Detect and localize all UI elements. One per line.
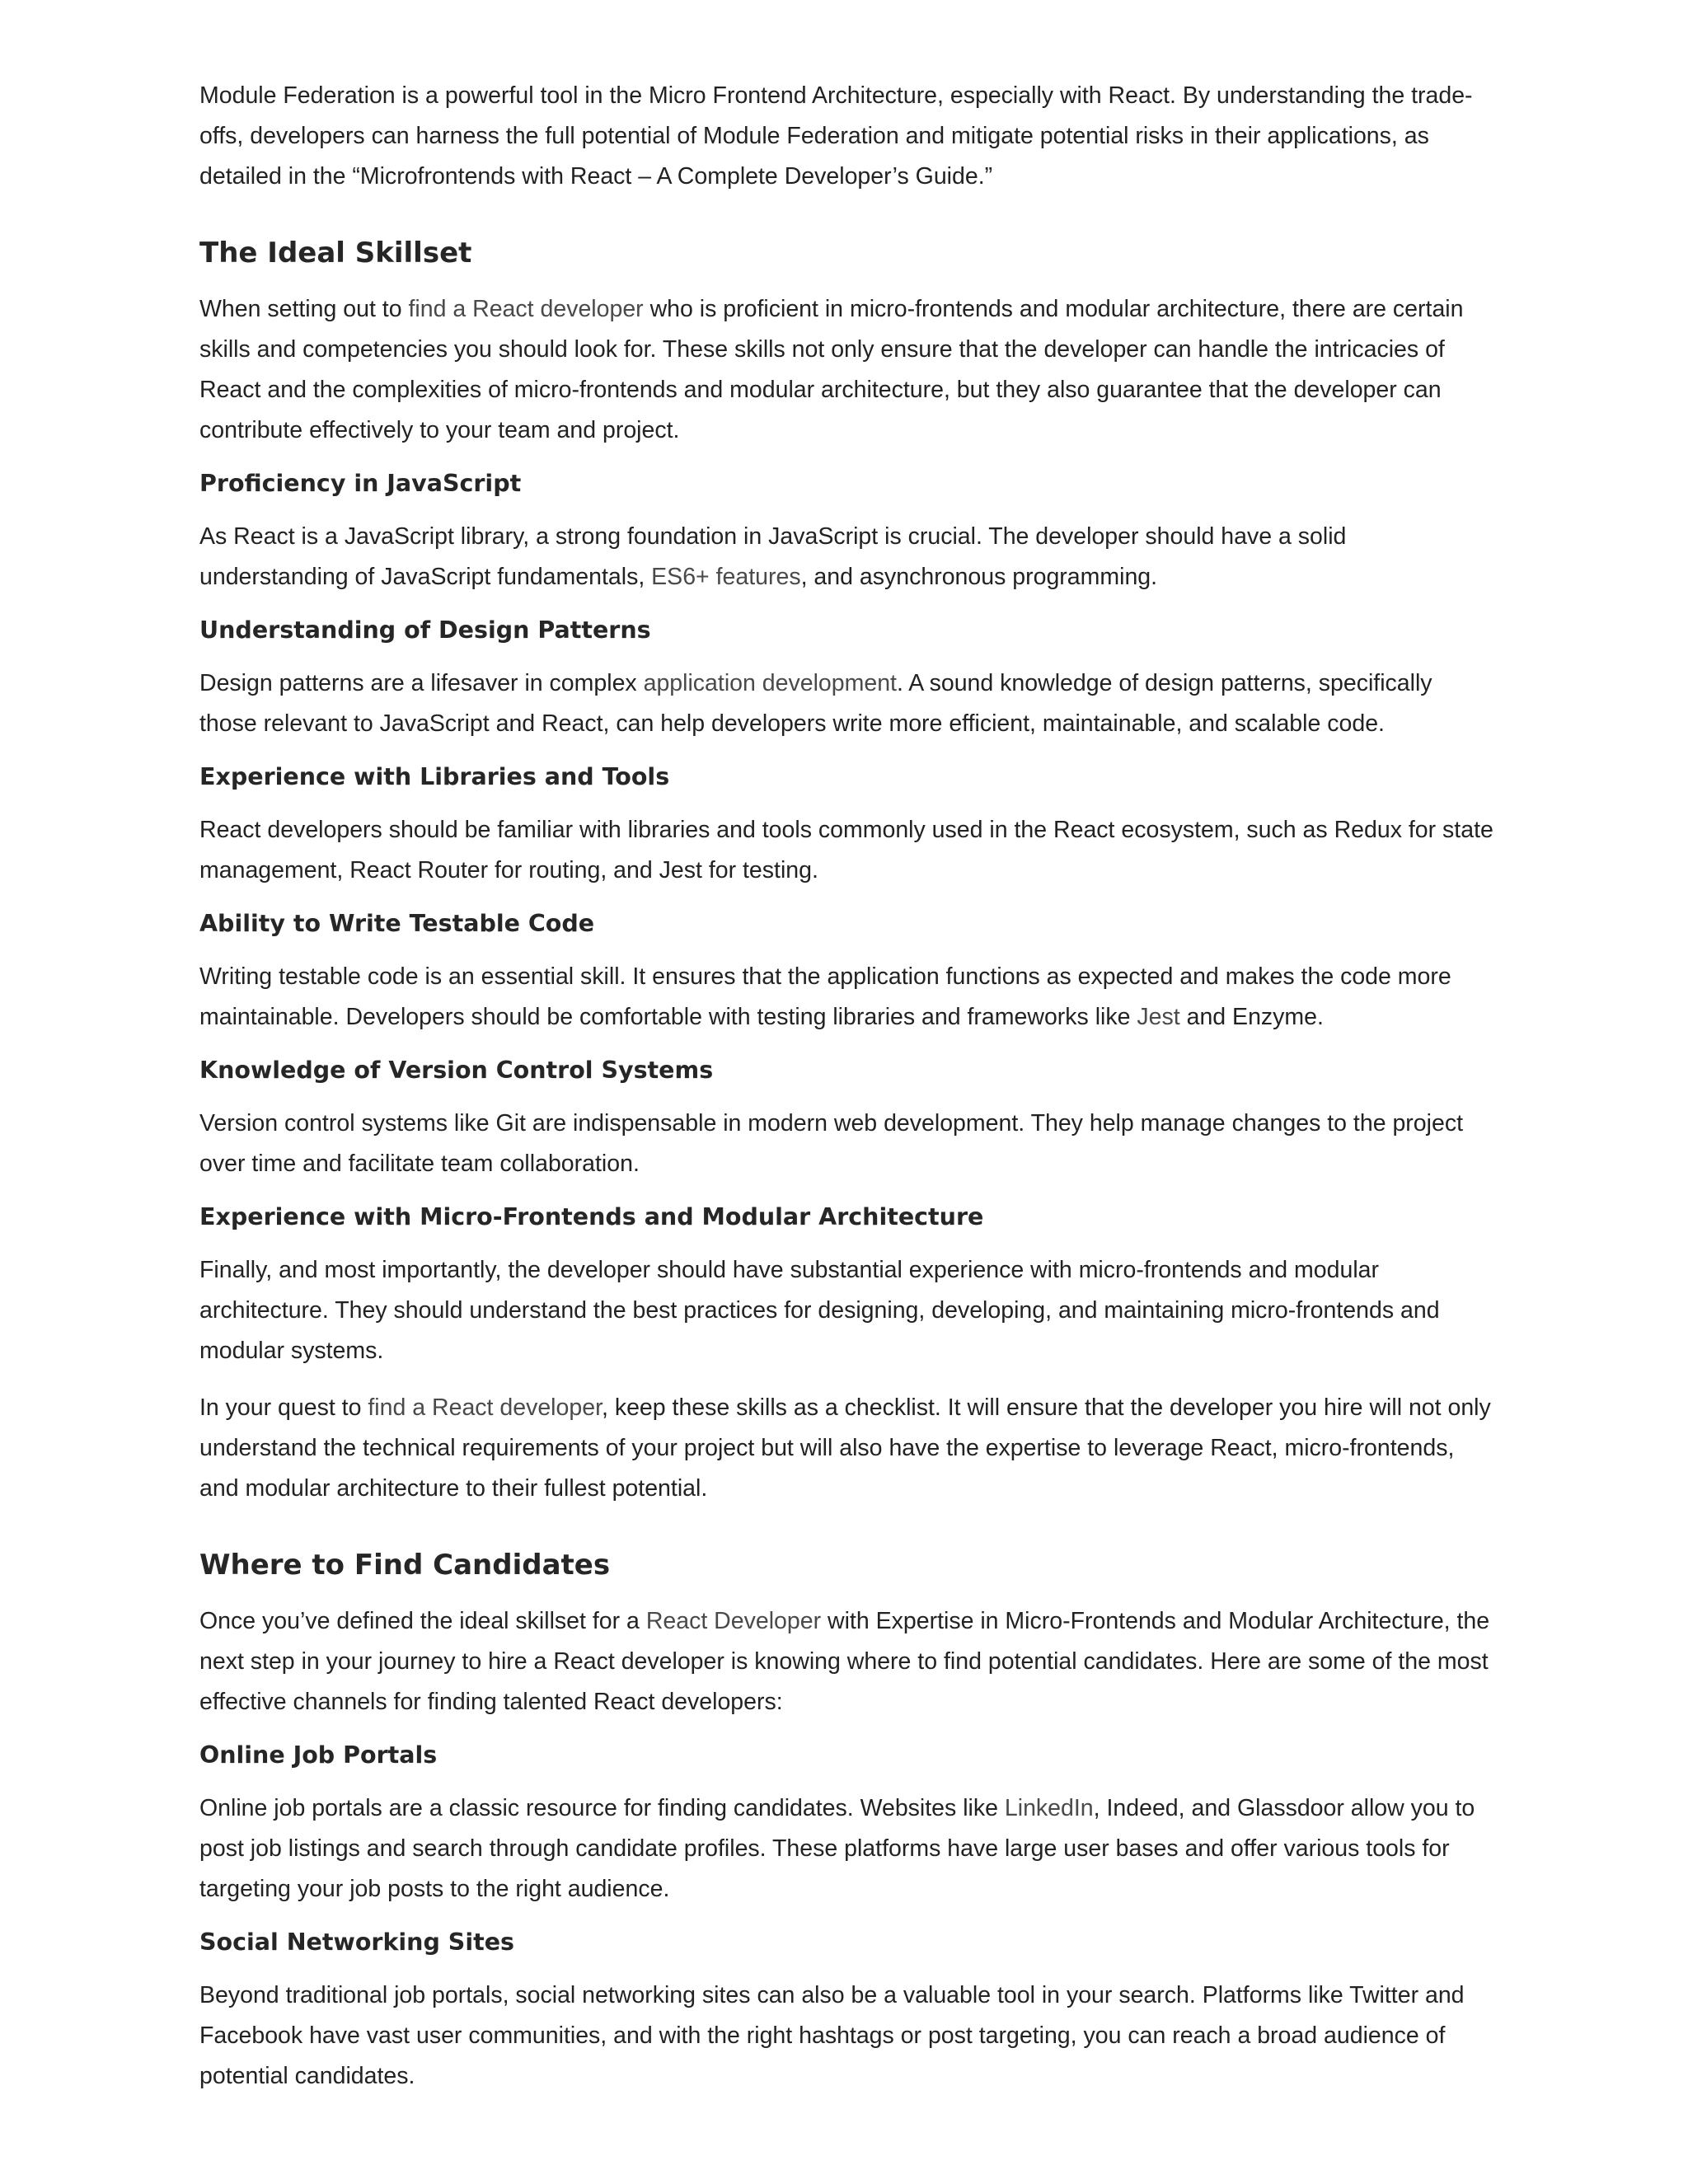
skillset-intro-paragraph (199, 289, 1493, 451)
article-body (199, 76, 1493, 2113)
javascript-paragraph (199, 517, 1493, 598)
text-span: When setting out to (199, 296, 409, 322)
text-span: with Expertise in Micro-Frontends and Modular Architecture, the next step in your journey to hire a React developer is knowing where to find potential candidates. Here are some of the most effective channels for finding talented React developers: (199, 1608, 1490, 1715)
text-span: Once you’ve defined the ideal skillset for a (199, 1608, 646, 1634)
heading-version-control: Knowledge of Version Control Systems (199, 1057, 714, 1084)
jest-link[interactable]: Jest (1137, 1004, 1180, 1030)
heading-micro-frontends-experience: Experience with Micro-Frontends and Modular Architecture (199, 1203, 984, 1230)
text-span: In your quest to (199, 1394, 368, 1421)
find-react-developer-link[interactable]: find a React developer (408, 296, 644, 322)
text-span: As React is a JavaScript library, a strong foundation in JavaScript is crucial. The developer should have a solid understanding of JavaScript fundamentals, (199, 523, 1347, 590)
text-span: Design patterns are a lifesaver in complex (199, 670, 644, 696)
text-span: , and asynchronous programming. (800, 564, 1158, 590)
find-react-developer-link-2[interactable]: find a React developer (368, 1394, 602, 1421)
version-control-paragraph: Version control systems like Git are indispensable in modern web development. They help manage changes to the project over time and facilitate team collaboration. (199, 1110, 1464, 1177)
text-span: , keep these skills as a checklist. It will ensure that the developer you hire will not only understand the technical requirements of your project but will also have the expertise to leverage React, micro-frontends, and modular architecture to their fullest potential. (199, 1394, 1491, 1502)
react-developer-link[interactable]: React Developer (645, 1608, 822, 1634)
text-span: Online job portals are a classic resource for finding candidates. Websites like (199, 1795, 1005, 1821)
heading-ideal-skillset: The Ideal Skillset (199, 237, 472, 269)
text-span: , Indeed, and Glassdoor allow you to post job listings and search through candidate profiles. These platforms have large user bases and offer various tools for targeting your job posts to the right audience. (199, 1795, 1475, 1902)
social-networking-paragraph: Beyond traditional job portals, social networking sites can also be a valuable tool in your search. Platforms like Twitter and Facebook have vast user communities, and with the right hashtags or post targeting, you can reach a broad audience of potential candidates. (199, 1982, 1465, 2089)
heading-testable-code: Ability to Write Testable Code (199, 910, 595, 937)
heading-where-to-find-candidates: Where to Find Candidates (199, 1549, 611, 1582)
text-span: who is proficient in micro-frontends and modular architecture, there are certain skills and competencies you should look for. These skills not only ensure that the developer can handle the intricacies of React and the complexities of micro-frontends and modular architecture, but they also guarantee that the developer can contribute effectively to your team and project. (199, 296, 1464, 443)
heading-design-patterns: Understanding of Design Patterns (199, 616, 651, 644)
testable-code-paragraph (199, 957, 1493, 1038)
heading-online-job-portals: Online Job Portals (199, 1741, 438, 1769)
application-development-link[interactable]: application development (643, 670, 897, 696)
intro-paragraph: Module Federation is a powerful tool in the Micro Frontend Architecture, especially with React. By understanding the trade-offs, developers can harness the full potential of Module Federation and mitigate potential risks in their applications, as detailed in the “Microfrontends with React – A Complete Developer’s Guide.” (199, 82, 1473, 190)
heading-libraries-tools: Experience with Libraries and Tools (199, 763, 670, 790)
heading-proficiency-javascript: Proficiency in JavaScript (199, 470, 522, 497)
candidates-intro-paragraph (199, 1601, 1493, 1722)
skillset-closing-paragraph (199, 1388, 1493, 1509)
es6-features-link[interactable]: ES6+ features (651, 564, 801, 590)
text-span: and Enzyme. (1179, 1004, 1324, 1030)
libraries-paragraph: React developers should be familiar with libraries and tools commonly used in the React ecosystem, such as Redux for state management, React Router for routing, and Jest for testing. (199, 817, 1493, 883)
text-span: . A sound knowledge of design patterns, specifically those relevant to JavaScript and React, can help developers write more efficient, maintainable, and scalable code. (199, 670, 1432, 737)
linkedin-link[interactable]: LinkedIn (1004, 1795, 1094, 1821)
micro-frontends-paragraph: Finally, and most importantly, the developer should have substantial experience with micro-frontends and modular architecture. They should understand the best practices for designing, developing, and maintaining micro-frontends and modular systems. (199, 1257, 1440, 1364)
job-portals-paragraph (199, 1788, 1493, 1910)
text-span: Writing testable code is an essential skill. It ensures that the application functions as expected and makes the code more maintainable. Developers should be comfortable with testing libraries and frameworks like (199, 963, 1451, 1030)
design-patterns-paragraph (199, 663, 1493, 744)
heading-social-networking-sites: Social Networking Sites (199, 1929, 515, 1956)
